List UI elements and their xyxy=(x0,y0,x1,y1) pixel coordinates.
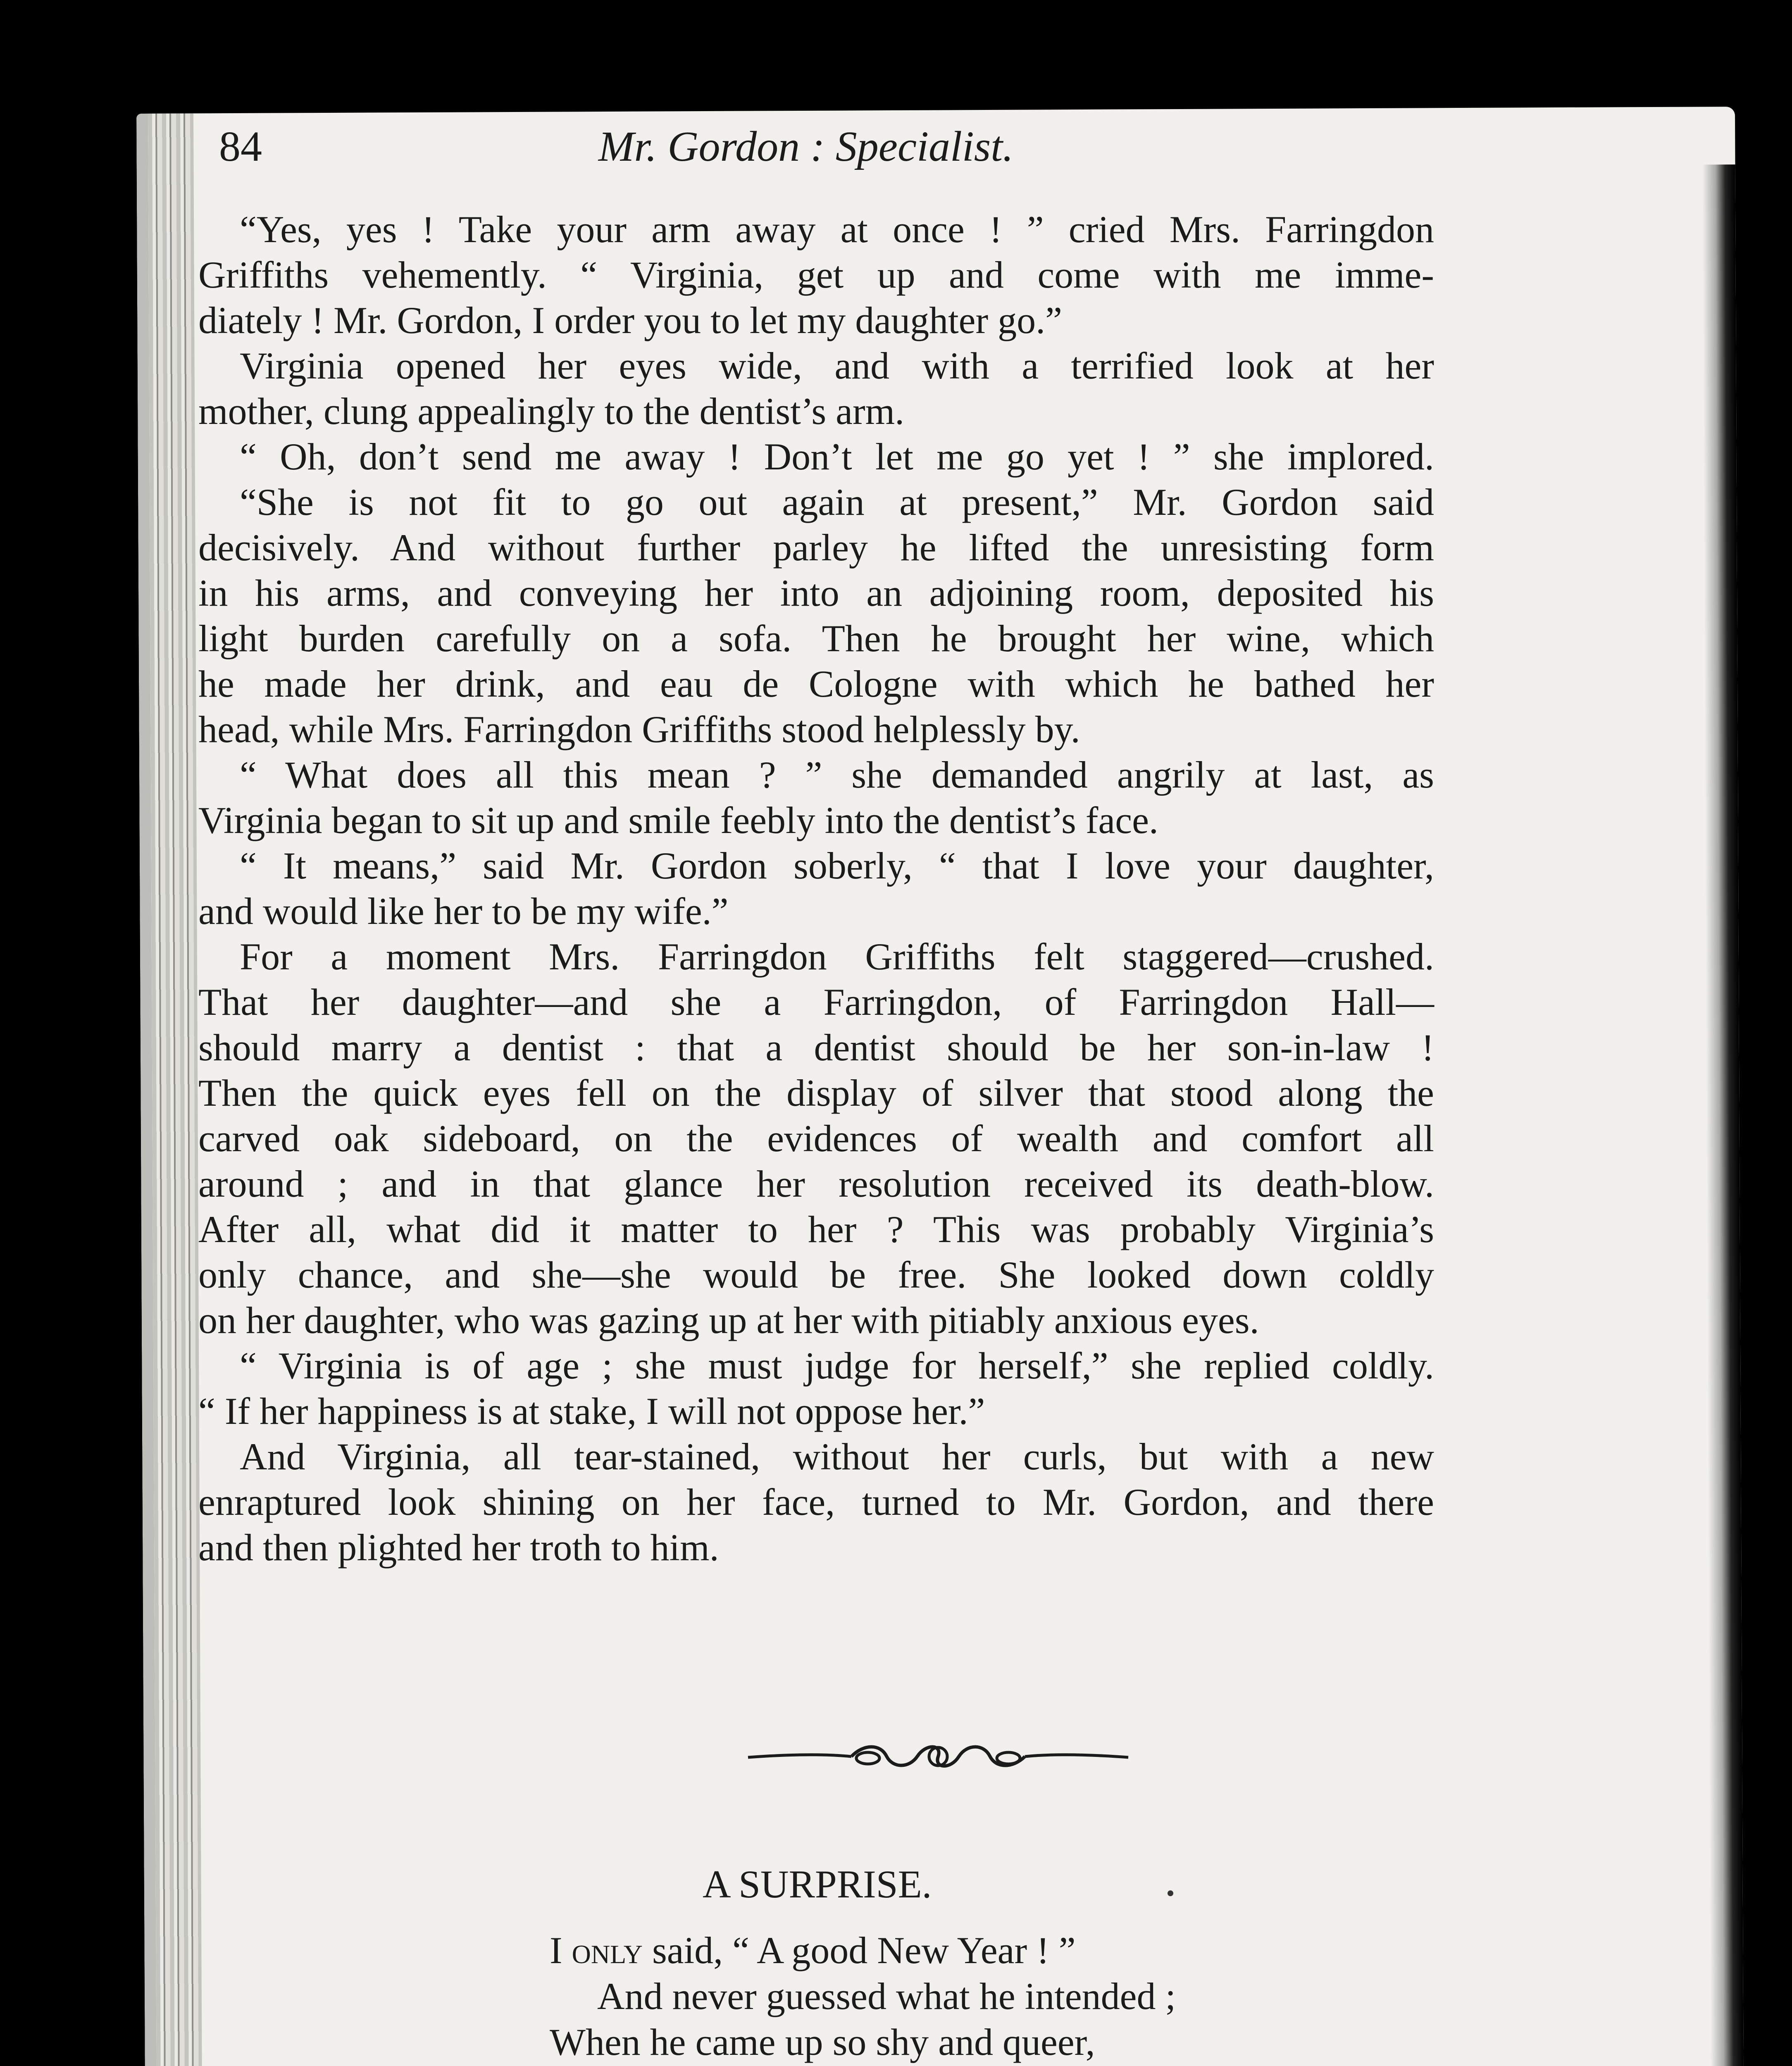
text-line: Virginia began to sit up and smile feebly into the dentist’s face. xyxy=(198,799,1158,841)
text-line: enraptured look shining on her face, turned to Mr. Gordon, and there xyxy=(198,1481,1434,1523)
running-head xyxy=(219,114,1393,180)
text-line: should marry a dentist : that a dentist should be her son-in-law ! xyxy=(198,1026,1434,1069)
text-line: That her daughter—and she a Farringdon, of Farringdon Hall— xyxy=(198,981,1434,1023)
text-line: around ; and in that glance her resolution received its death-blow. xyxy=(198,1163,1434,1205)
page-gutter xyxy=(148,113,205,2066)
text-line: light burden carefully on a sofa. Then he brought her wine, which xyxy=(198,617,1434,659)
text-line: Virginia opened her eyes wide, and with a terrified look at her xyxy=(240,345,1434,387)
flourish-icon xyxy=(744,1738,1132,1775)
text-line: And Virginia, all tear-stained, without her curls, but with a new xyxy=(240,1435,1434,1478)
text-line: diately ! Mr. Gordon, I order you to let my daughter go.” xyxy=(198,299,1062,341)
poem-title: A SURPRISE. xyxy=(703,1862,932,1906)
text-line: “ Oh, don’t send me away ! Don’t let me go yet ! ” she implored. xyxy=(240,436,1434,478)
text-line: and would like her to be my wife.” xyxy=(198,890,729,932)
text-line: “She is not fit to go out again at present,” Mr. Gordon said xyxy=(240,481,1434,523)
story-text xyxy=(198,207,1434,1570)
text-line: Griffiths vehemently. “ Virginia, get up and come with me imme- xyxy=(198,254,1434,296)
text-line: For a moment Mrs. Farringdon Griffiths felt staggered—crushed. xyxy=(240,935,1434,978)
text-line: “ Virginia is of age ; she must judge for herself,” she replied coldly. xyxy=(240,1345,1434,1387)
text-line: decisively. And without further parley he lifted the unresisting form xyxy=(198,526,1434,569)
poem-line xyxy=(550,1928,1294,1973)
page-number: 84 xyxy=(219,123,262,170)
poem-first-line-rest: said, “ A good New Year ! ” xyxy=(642,1929,1076,1971)
text-line: carved oak sideboard, on the evidences of wealth and comfort all xyxy=(198,1117,1434,1159)
poem xyxy=(550,1928,1294,2066)
page-edge-shadow xyxy=(1702,164,1747,2066)
text-line: “ If her happiness is at stake, I will not oppose her.” xyxy=(198,1390,985,1432)
running-title: Mr. Gordon : Specialist. xyxy=(598,123,1014,170)
text-line: in his arms, and conveying her into an adjoining room, deposited his xyxy=(198,572,1434,614)
ink-speck xyxy=(1168,1890,1173,1896)
poem-line: When he came up so shy and queer, xyxy=(550,2021,1095,2063)
ornament-divider xyxy=(744,1738,1132,1775)
text-line: “ It means,” said Mr. Gordon soberly, “ that I love your daughter, xyxy=(240,845,1434,887)
text-line: After all, what did it matter to her ? This was probably Virginia’s xyxy=(198,1208,1434,1250)
text-line: Then the quick eyes fell on the display of silver that stood along the xyxy=(198,1072,1434,1114)
text-line: he made her drink, and eau de Cologne with which he bathed her xyxy=(198,663,1434,705)
text-line: “Yes, yes ! Take your arm away at once ! ” cried Mrs. Farringdon xyxy=(240,208,1434,250)
text-line: head, while Mrs. Farringdon Griffiths stood helplessly by. xyxy=(198,708,1080,750)
text-line: on her daughter, who was gazing up at her with pitiably anxious eyes. xyxy=(198,1299,1259,1341)
text-line: and then plighted her troth to him. xyxy=(198,1526,719,1569)
text-line: mother, clung appealingly to the dentist’s arm. xyxy=(198,390,905,432)
text-line: only chance, and she—she would be free. She looked down coldly xyxy=(198,1254,1434,1296)
poem-first-word: I only xyxy=(550,1929,643,1971)
poem-line: And never guessed what he intended ; xyxy=(597,1975,1176,2017)
text-line: “ What does all this mean ? ” she demanded angrily at last, as xyxy=(240,754,1434,796)
